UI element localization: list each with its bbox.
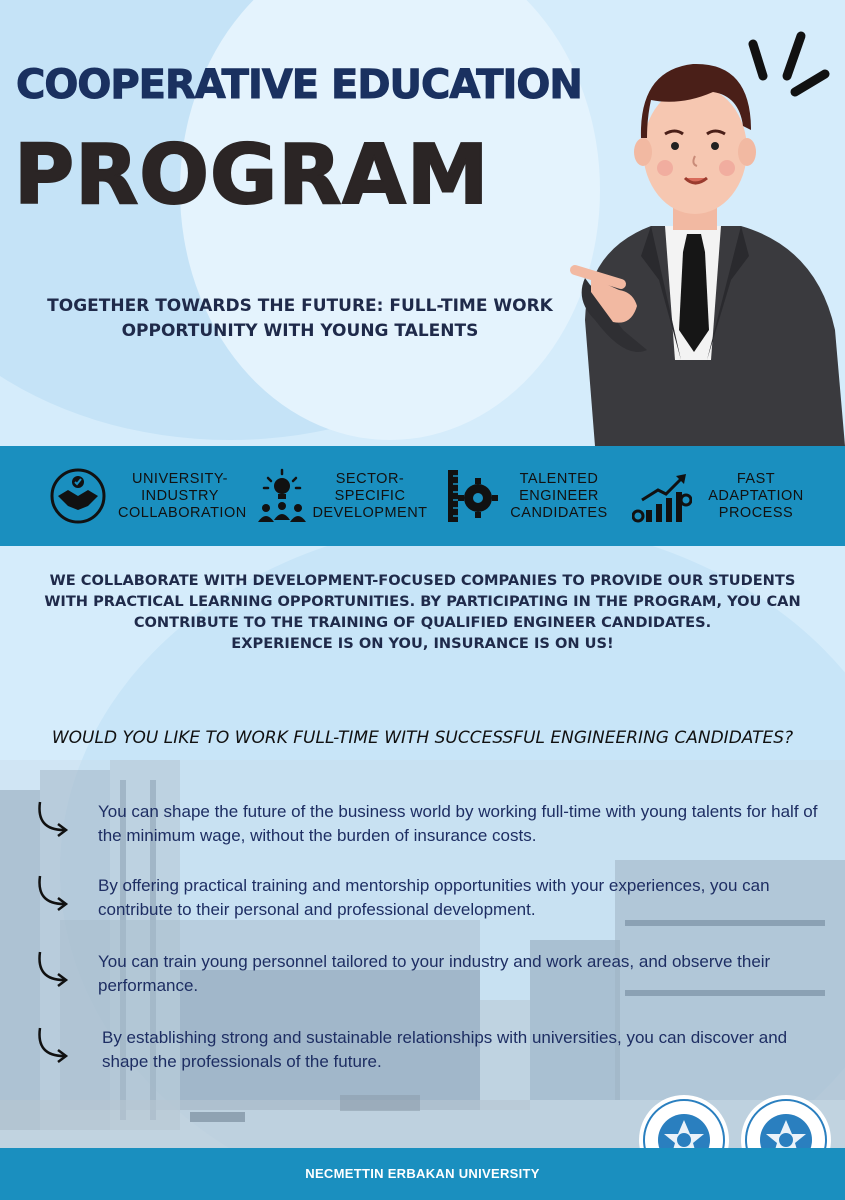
businessman-illustration <box>555 30 845 446</box>
feature-label: TALENTED ENGINEER CANDIDATES <box>510 470 608 521</box>
ruler-gear-icon <box>444 466 504 526</box>
subtitle: TOGETHER TOWARDS THE FUTURE: FULL-TIME WORK OPPORTUNITY WITH YOUNG TALENTS <box>47 296 553 341</box>
question-heading: WOULD YOU LIKE TO WORK FULL-TIME WITH SUCCESSFUL ENGINEERING CANDIDATES? <box>51 728 794 748</box>
growth-chart-icon <box>632 466 692 526</box>
curved-arrow-icon <box>34 950 74 994</box>
feature-sector-specific <box>252 446 428 546</box>
title-line-2: PROGRAM <box>14 128 490 223</box>
curved-arrow-icon <box>34 1026 74 1070</box>
feature-fast-adaptation <box>632 446 812 546</box>
features-band <box>0 446 845 546</box>
list-item-text: You can shape the future of the business world by working full-time with young talents for half of the minimum wage, without the burden of insurance costs. <box>98 802 818 845</box>
curved-arrow-icon <box>34 874 74 918</box>
feature-label: UNIVERSITY- INDUSTRY COLLABORATION <box>118 470 247 521</box>
footer-text: NECMETTIN ERBAKAN UNIVERSITY <box>305 1166 540 1181</box>
intro-paragraph <box>40 570 805 654</box>
intro-tagline: EXPERIENCE IS ON YOU, INSURANCE IS ON US! <box>231 635 614 652</box>
lightbulb-team-icon <box>252 466 312 526</box>
feature-talented-engineers <box>444 446 614 546</box>
curved-arrow-icon <box>34 800 74 844</box>
handshake-icon <box>48 466 108 526</box>
feature-label: FAST ADAPTATION PROCESS <box>708 470 804 521</box>
list-item-text: By establishing strong and sustainable relationships with universities, you can discover and shape the professionals of the future. <box>102 1028 788 1071</box>
list-item-text: By offering practical training and mentorship opportunities with your experiences, you can contribute to their personal and professional development. <box>98 876 770 919</box>
list-item-text: You can train young personnel tailored to your industry and work areas, and observe their performance. <box>98 952 771 995</box>
feature-label: SECTOR- SPECIFIC DEVELOPMENT <box>312 470 428 521</box>
feature-university-industry <box>48 446 247 546</box>
footer-bar <box>0 1148 845 1200</box>
intro-text: WE COLLABORATE WITH DEVELOPMENT-FOCUSED COMPANIES TO PROVIDE OUR STUDENTS WITH PRACTICAL LEARNING OPPORTUNITIES. BY PARTICIPATING IN THE PROGRAM, YOU CAN CONTRIBUTE TO THE TRAINING OF QUALIFIED ENGINEER CANDIDATES. <box>44 572 801 631</box>
title-line-1: COOPERATIVE EDUCATION <box>16 62 582 108</box>
